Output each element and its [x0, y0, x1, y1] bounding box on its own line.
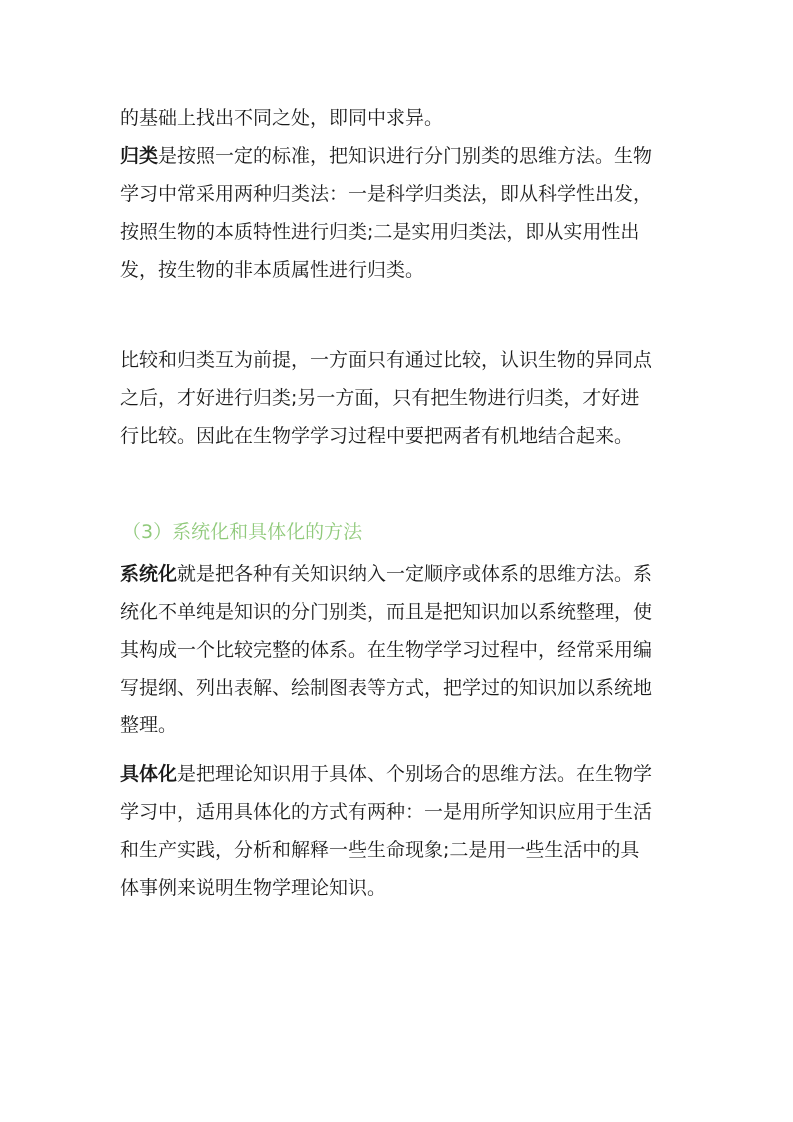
text-line: [120, 562, 652, 586]
text-line: 发，按生物的非本质属性进行归类。: [120, 259, 425, 281]
text-line: [120, 144, 652, 168]
term-bold: 系统化: [120, 563, 178, 585]
text-line: 和生产实践，分析和解释一些生命现象;二是用一些生活中的具: [120, 839, 640, 861]
text-line: 学习中常采用两种归类法：一是科学归类法，即从科学性出发，: [120, 183, 653, 205]
text-line: 行比较。因此在生物学学习过程中要把两者有机地结合起来。: [120, 425, 634, 447]
text-line: 的基础上找出不同之处，即同中求异。: [120, 107, 444, 129]
text: 是把理论知识用于具体、个别场合的思维方法。在生物学: [177, 763, 653, 785]
text-line: 之后，才好进行归类;另一方面，只有把生物进行归类，才好进: [120, 387, 640, 409]
text-line: 写提纲、列出表解、绘制图表等方式，把学过的知识加以系统地: [120, 677, 653, 699]
text-line: 整理。: [120, 714, 178, 736]
text-line: 体事例来说明生物学理论知识。: [120, 877, 387, 899]
text-line: 学习中，适用具体化的方式有两种：一是用所学知识应用于生活: [120, 801, 653, 823]
text: 就是把各种有关知识纳入一定顺序或体系的思维方法。系: [177, 563, 653, 585]
text-line: [120, 762, 652, 786]
section-heading: （3）系统化和具体化的方法: [122, 521, 363, 543]
text: 是按照一定的标准，把知识进行分门别类的思维方法。生物: [158, 145, 653, 167]
text-line: 统化不单纯是知识的分门别类，而且是把知识加以系统整理，使: [120, 601, 653, 623]
term-bold: 归类: [120, 145, 159, 167]
text-line: 其构成一个比较完整的体系。在生物学学习过程中，经常采用编: [120, 639, 653, 661]
text-line: 按照生物的本质特性进行归类;二是实用归类法，即从实用性出: [120, 221, 640, 243]
term-bold: 具体化: [120, 763, 178, 785]
text-line: 比较和归类互为前提，一方面只有通过比较，认识生物的异同点: [120, 349, 653, 371]
